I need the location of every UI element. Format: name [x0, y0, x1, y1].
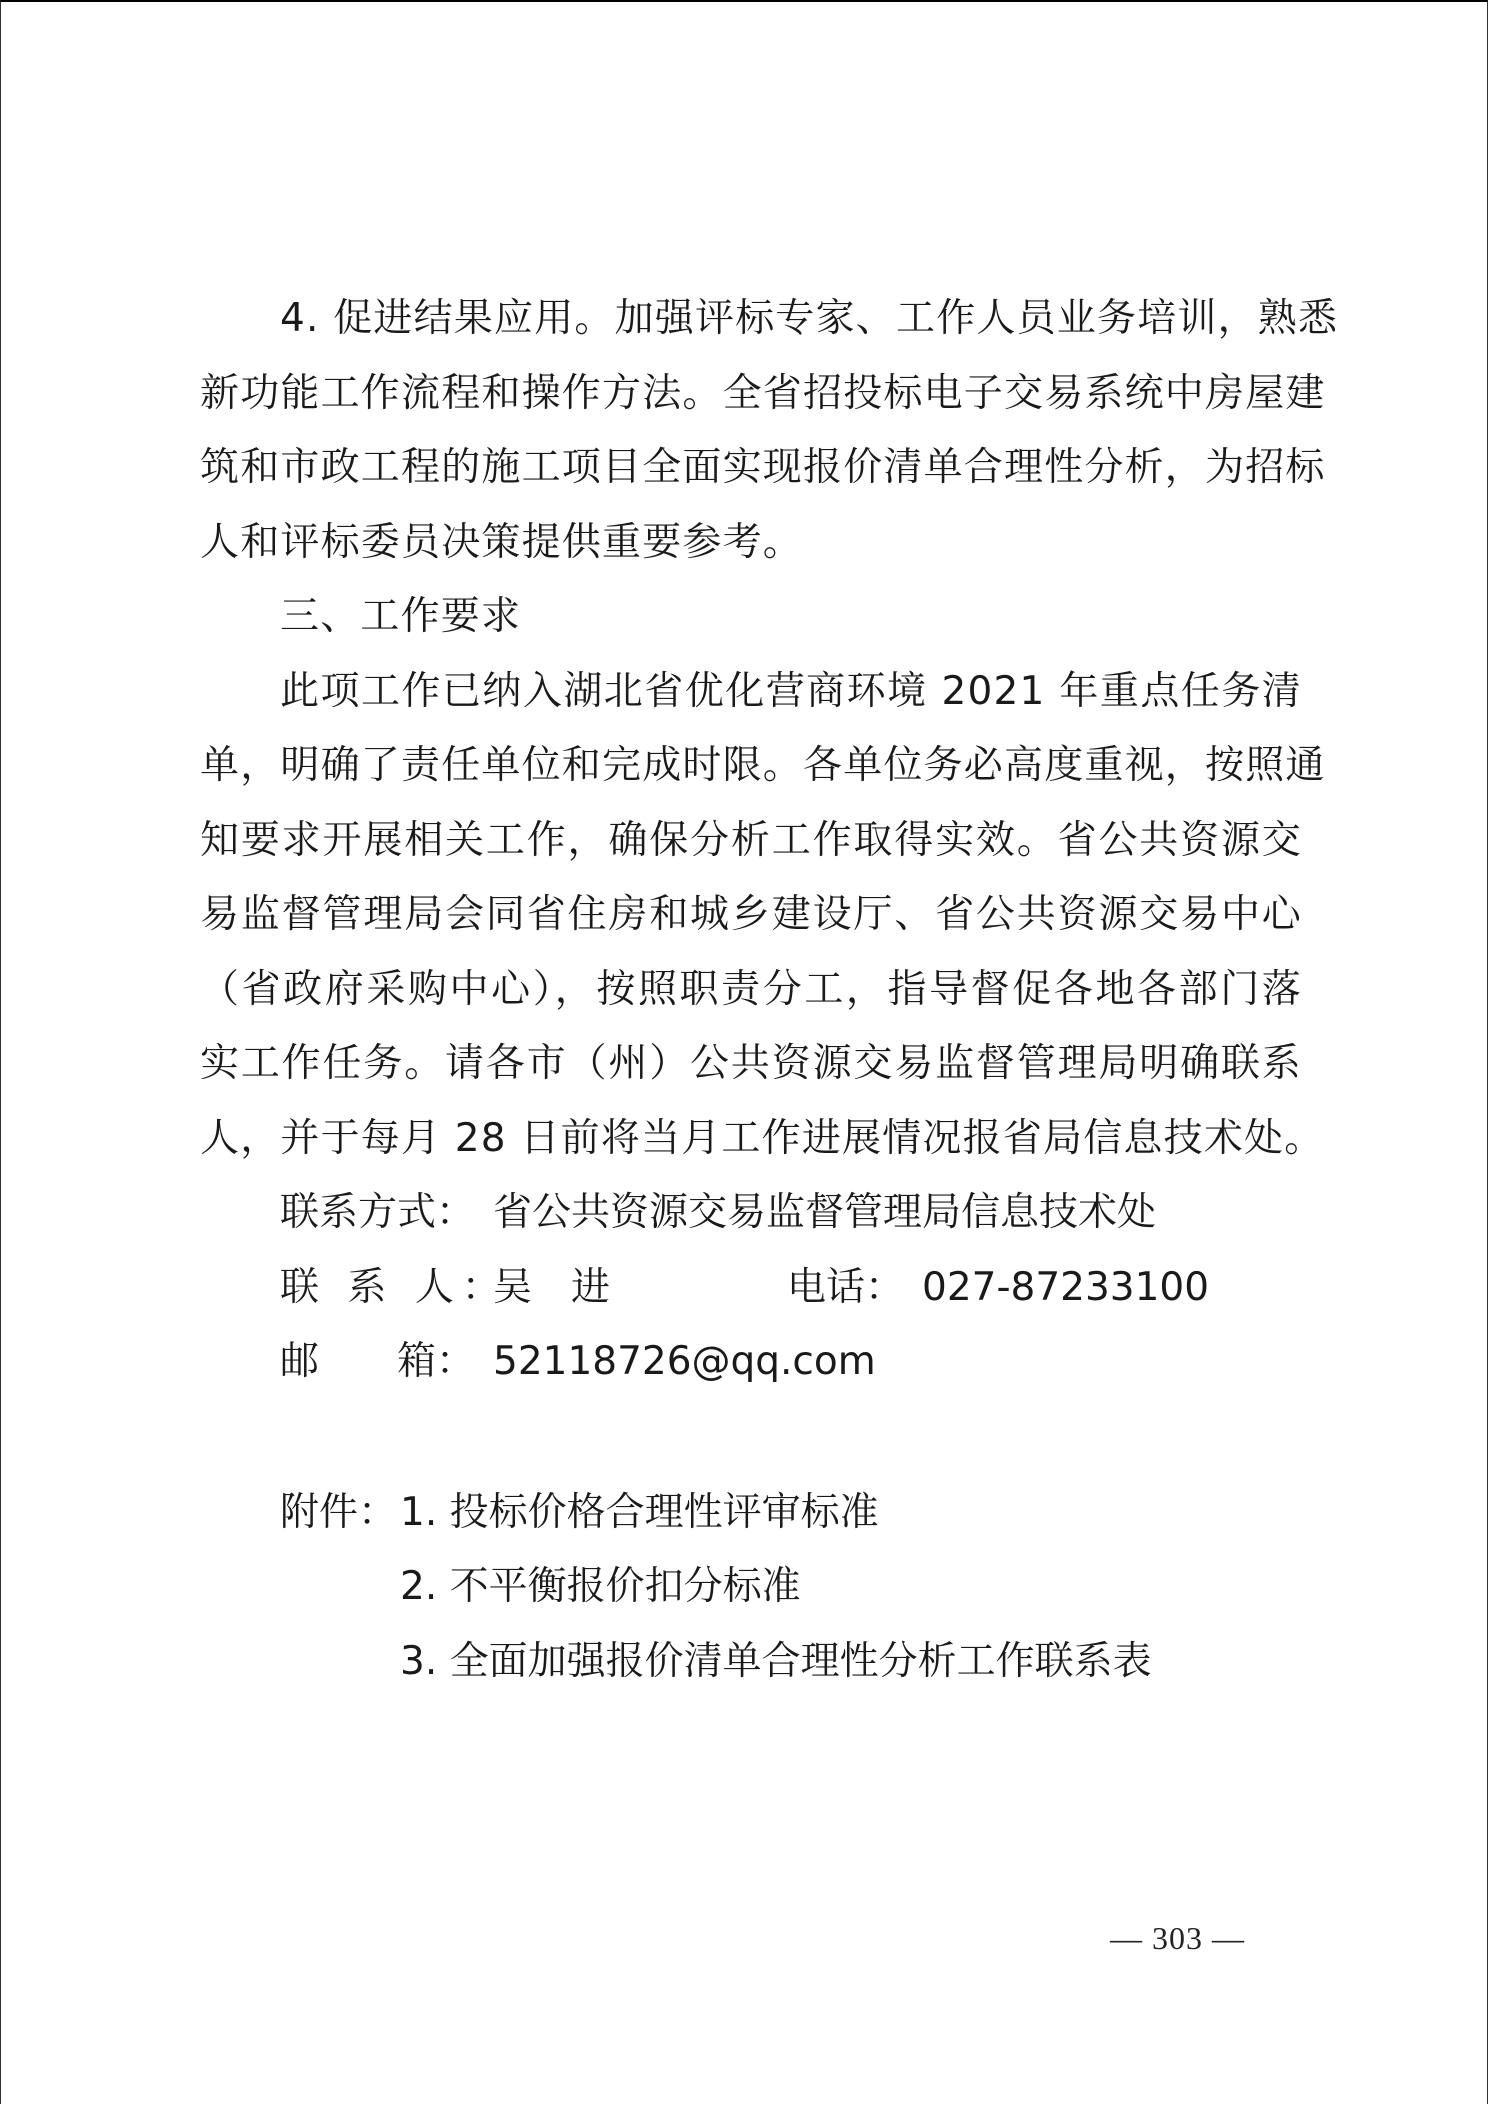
paragraph-line: 知要求开展相关工作，确保分析工作取得实效。省公共资源交	[200, 817, 1302, 863]
paragraph-line: 新功能工作流程和操作方法。全省招投标电子交易系统中房屋建	[200, 370, 1326, 416]
attachment-item: 2. 不平衡报价扣分标准	[400, 1564, 801, 1609]
paragraph-line: 实工作任务。请各市（州）公共资源交易监督管理局明确联系	[200, 1041, 1302, 1086]
document-body	[200, 282, 1339, 1699]
section-heading: 三、工作要求	[280, 594, 522, 639]
attachment-item: 3. 全面加强报价清单合理性分析工作联系表	[400, 1638, 1152, 1684]
contact-person-value: 吴 进	[493, 1264, 611, 1310]
paragraph-line: 4. 促进结果应用。加强评标专家、工作人员业务培训，熟悉	[280, 296, 1339, 341]
contact-method-row	[200, 1176, 1310, 1251]
paragraph-line: 易监督管理局会同省住房和城乡建设厅、省公共资源交易中心	[200, 892, 1302, 937]
attachment-row	[200, 1476, 1310, 1551]
paragraph-line: 此项工作已纳入湖北省优化营商环境 2021 年重点任务清	[280, 668, 1302, 714]
requirements-paragraph	[200, 655, 1326, 1177]
contact-person-label: 联 系 人：	[280, 1264, 509, 1310]
page-number: — 303 —	[1110, 1920, 1245, 1956]
paragraph-line: （省政府采购中心），按照职责分工，指导督促各地各部门落	[200, 966, 1302, 1012]
attachment-row	[200, 1550, 1310, 1625]
contact-method-value: 省公共资源交易监督管理局信息技术处	[493, 1190, 1157, 1235]
phone-label: 电话：	[787, 1264, 905, 1310]
attachments-label: 附件：	[280, 1489, 398, 1535]
email-label: 邮 箱：	[280, 1339, 476, 1384]
contact-block	[200, 1176, 1310, 1400]
attachments-block	[200, 1476, 1310, 1700]
contact-email-row	[200, 1325, 1310, 1400]
section-4-paragraph	[200, 282, 1339, 580]
attachment-row	[200, 1625, 1310, 1700]
paragraph-line: 人和评标委员决策提供重要参考。	[200, 519, 804, 565]
paragraph-line: 单，明确了责任单位和完成时限。各单位务必高度重视，按照通	[200, 743, 1326, 788]
phone-value: 027-87233100	[922, 1264, 1210, 1310]
email-value: 52118726@qq.com	[493, 1339, 876, 1384]
paragraph-line: 人，并于每月 28 日前将当月工作进展情况报省局信息技术处。	[200, 1115, 1325, 1161]
contact-person-row	[200, 1251, 1310, 1326]
spacer	[200, 1400, 1310, 1476]
paragraph-line: 筑和市政工程的施工项目全面实现报价清单合理性分析，为招标	[200, 445, 1326, 490]
contact-method-label: 联系方式：	[280, 1190, 476, 1235]
attachment-item: 1. 投标价格合理性评审标准	[400, 1489, 879, 1535]
